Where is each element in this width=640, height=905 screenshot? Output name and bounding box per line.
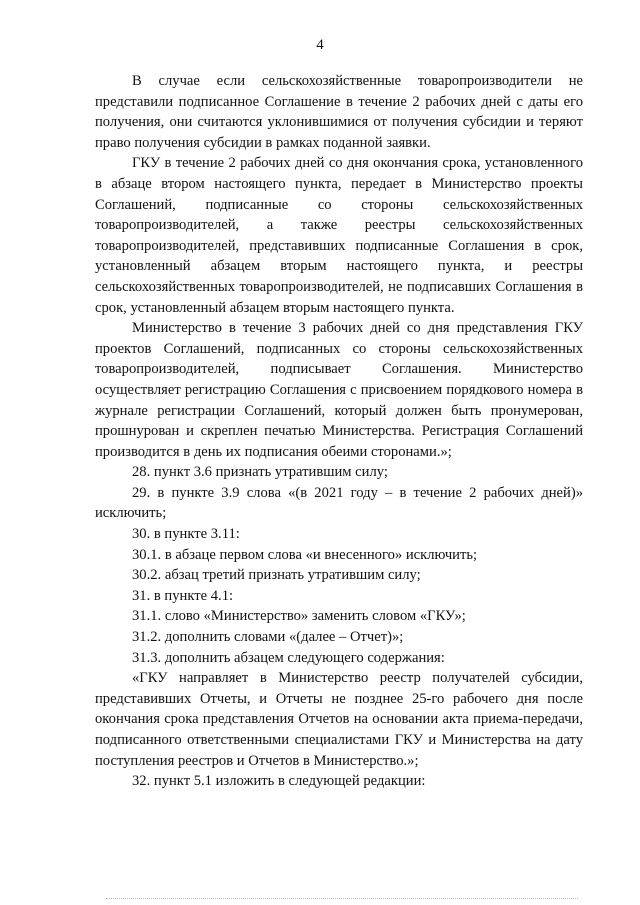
paragraph-quoted-gku-reestr: «ГКУ направляет в Министерство реестр получателей субсидии, представивших Отчеты, и Отчеты не позднее 25-го рабочего дня после окончания срока представления Отчетов на основании акта приема-передачи, подписанного ответственными специалистами ГКУ и Министерства на дату поступления реестров и Отчетов в Министерство.»;	[95, 670, 583, 769]
document-body	[95, 71, 583, 792]
item-30: 30. в пункте 3.11:	[132, 526, 240, 543]
item-31-3: 31.3. дополнить абзацем следующего содержания:	[132, 649, 445, 666]
scan-bottom-edge	[106, 898, 578, 899]
item-30-2: 30.2. абзац третий признать утратившим силу;	[132, 567, 421, 584]
item-31-1: 31.1. слово «Министерство» заменить словом «ГКУ»;	[132, 608, 466, 625]
item-31-2: 31.2. дополнить словами «(далее – Отчет)»;	[132, 629, 404, 646]
paragraph-uklonivshiesya: В случае если сельскохозяйственные товаропроизводители не представили подписанное Соглашение в течение 2 рабочих дней с даты его получения, они считаются уклонившимися от получения субсидии и теряют право получения субсидии в рамках поданной заявки.	[95, 73, 583, 151]
item-32: 32. пункт 5.1 изложить в следующей редакции:	[132, 773, 426, 790]
item-28: 28. пункт 3.6 признать утратившим силу;	[132, 464, 388, 481]
paragraph-gku-peredaet: ГКУ в течение 2 рабочих дней со дня окончания срока, установленного в абзаце втором настоящего пункта, передает в Министерство проекты Соглашений, подписанные со стороны сельскохозяйственных товаропроизводителей, а также реестры сельскохозяйственных товаропроизводителей, представивших подписанные Соглашения в срок, установленный абзацем вторым настоящего пункта, и реестры сельскохозяйственных товаропроизводителей, не подписавших Соглашения в срок, установленный абзацем вторым настоящего пункта.	[95, 155, 583, 316]
item-30-1: 30.1. в абзаце первом слова «и внесенного» исключить;	[132, 546, 478, 563]
item-31: 31. в пункте 4.1:	[132, 587, 234, 604]
item-29: 29. в пункте 3.9 слова «(в 2021 году – в течение 2 рабочих дней)» исключить;	[95, 484, 583, 522]
paragraph-ministerstvo-podpisyvaet: Министерство в течение 3 рабочих дней со дня представления ГКУ проектов Соглашений, подписанных со стороны сельскохозяйственных товаропроизводителей, подписывает Соглашения. Министерство осуществляет регистрацию Соглашения с присвоением порядкового номера в журнале регистрации Соглашений, который должен быть пронумерован, прошнурован и скреплен печатью Министерства. Регистрация Соглашений производится в день их подписания обеими сторонами.»;	[95, 320, 583, 460]
page-number: 4	[316, 37, 324, 53]
